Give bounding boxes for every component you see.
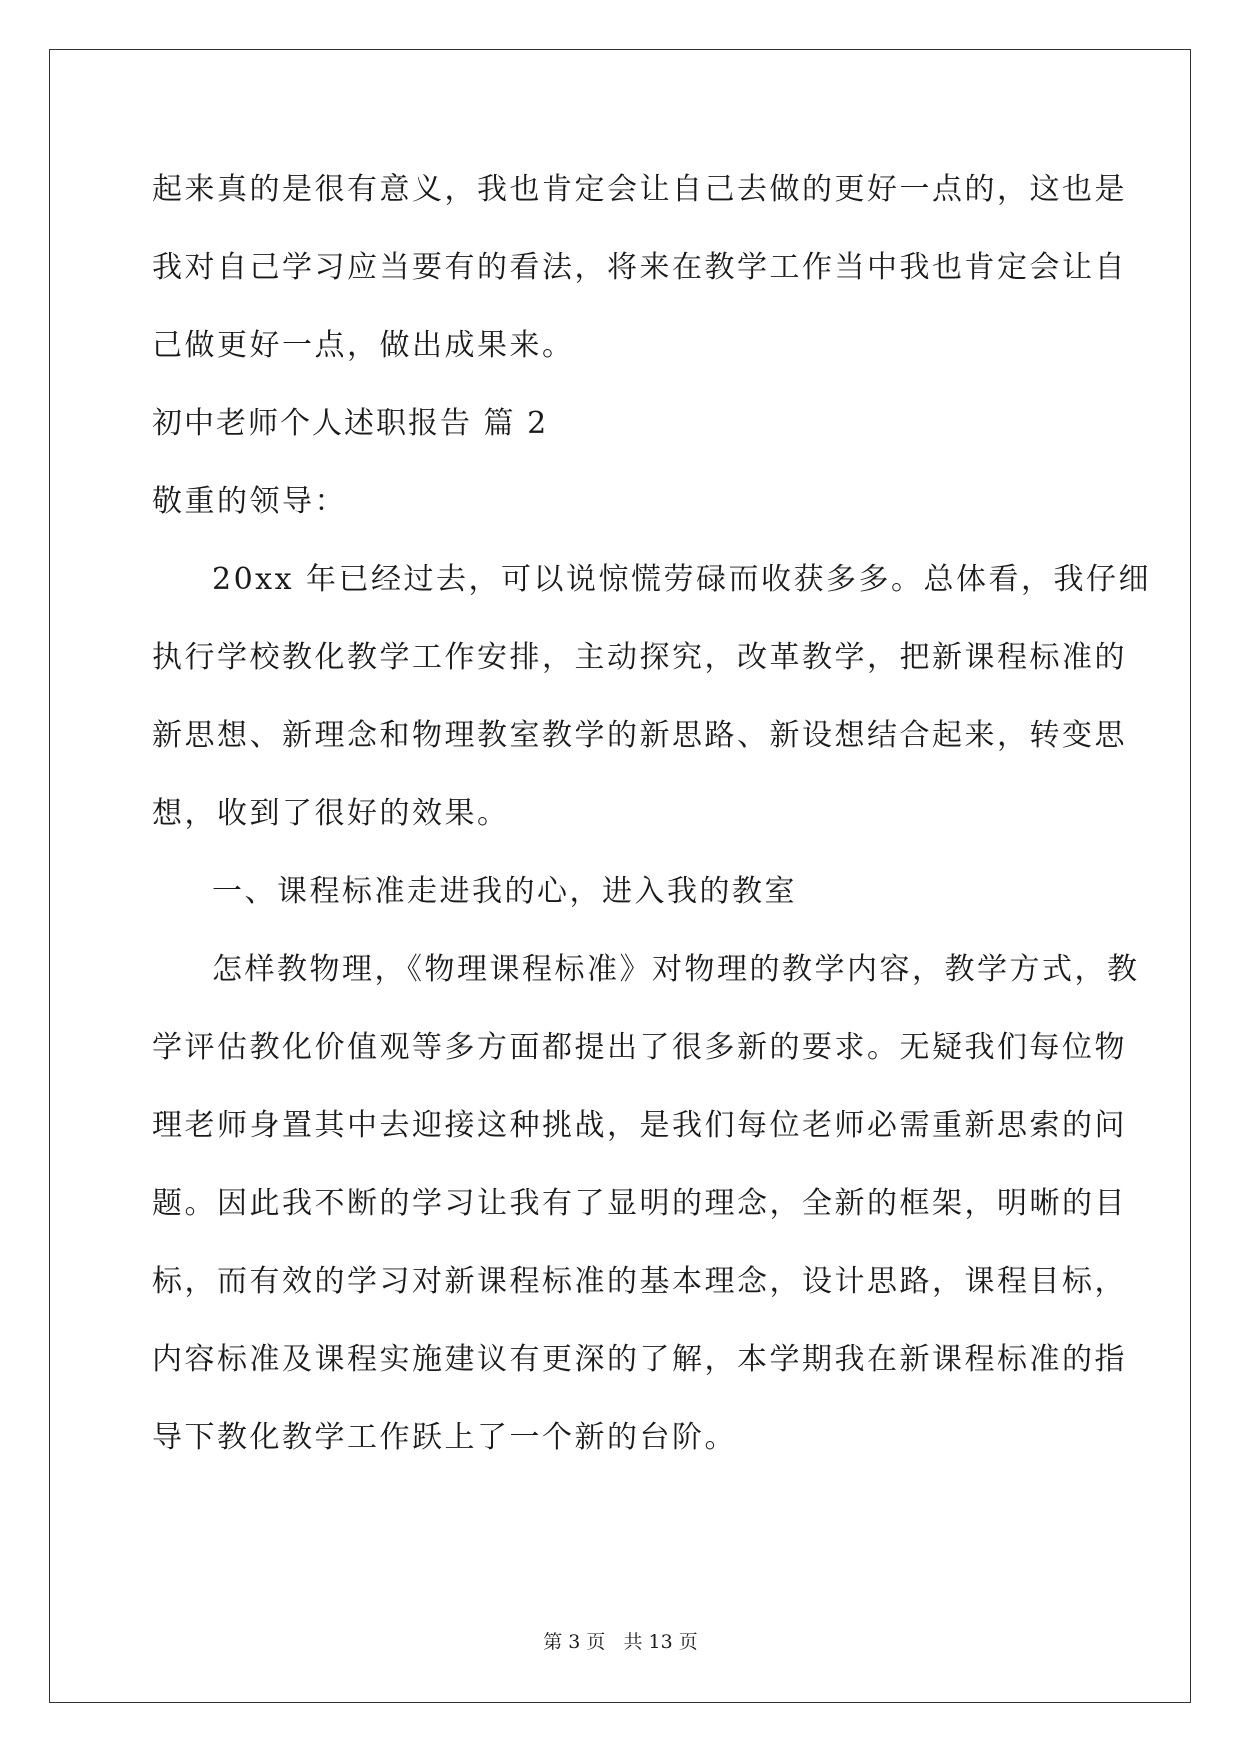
paragraph-line: 想，收到了很好的效果。 bbox=[152, 796, 510, 831]
paragraph-line: 我对自己学习应当要有的看法，将来在教学工作当中我也肯定会让自 bbox=[152, 250, 1127, 285]
paragraph-line: 新思想、新理念和物理教室教学的新思路、新设想结合起来，转变思 bbox=[152, 718, 1127, 753]
paragraph-line: 题。因此我不断的学习让我有了显明的理念，全新的框架，明晰的目 bbox=[152, 1186, 1127, 1221]
paragraph-line: 理老师身置其中去迎接这种挑战，是我们每位老师必需重新思索的问 bbox=[152, 1108, 1127, 1143]
paragraph-line: 学评估教化价值观等多方面都提出了很多新的要求。无疑我们每位物 bbox=[152, 1030, 1127, 1065]
paragraph-line: 内容标准及课程实施建议有更深的了解，本学期我在新课程标准的指 bbox=[152, 1342, 1127, 1377]
subheading: 一、课程标准走进我的心，进入我的教室 bbox=[212, 874, 797, 909]
page-footer bbox=[0, 1630, 1241, 1654]
paragraph-line: 20xx 年已经过去，可以说惊慌劳碌而收获多多。总体看，我仔细 bbox=[212, 562, 1152, 597]
paragraph-line: 标，而有效的学习对新课程标准的基本理念，设计思路，课程目标， bbox=[152, 1264, 1127, 1299]
section-title: 初中老师个人述职报告 篇 2 bbox=[152, 406, 549, 441]
paragraph-line: 执行学校教化教学工作安排，主动探究，改革教学，把新课程标准的 bbox=[152, 640, 1127, 675]
paragraph-line: 怎样教物理，《物理课程标准》对物理的教学内容，教学方式，教 bbox=[212, 952, 1140, 987]
paragraph-line: 导下教化教学工作跃上了一个新的台阶。 bbox=[152, 1420, 737, 1455]
salutation: 敬重的领导： bbox=[152, 484, 347, 519]
page-total: 共 13 页 bbox=[623, 1631, 698, 1653]
page-number: 第 3 页 bbox=[543, 1631, 606, 1653]
paragraph-line: 己做更好一点，做出成果来。 bbox=[152, 328, 575, 363]
paragraph-line: 起来真的是很有意义，我也肯定会让自己去做的更好一点的，这也是 bbox=[152, 172, 1127, 207]
